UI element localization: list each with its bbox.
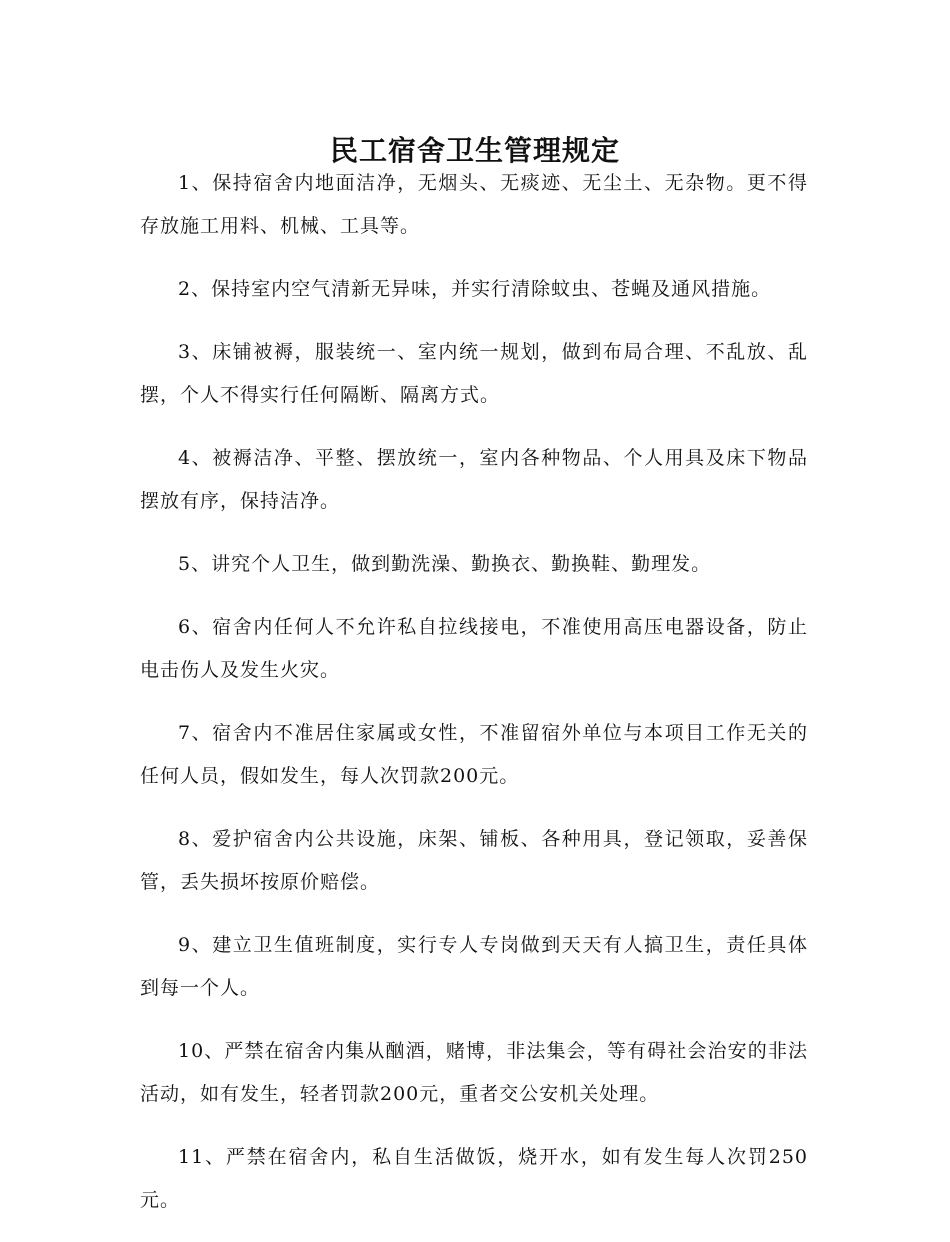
regulation-item-4: 4、被褥洁净、平整、摆放统一，室内各种物品、个人用具及床下物品摆放有序，保持洁净。 [140, 447, 808, 512]
regulation-item-2: 2、保持室内空气清新无异味，并实行清除蚊虫、苍蝇及通风措施。 [178, 278, 772, 300]
regulation-item-7: 7、宿舍内不准居住家属或女性，不准留宿外单位与本项目工作无关的任何人员，假如发生，每人次罚款200元。 [140, 722, 808, 787]
regulation-item-9: 9、建立卫生值班制度，实行专人专岗做到天天有人搞卫生，责任具体到每一个人。 [140, 934, 808, 999]
regulation-item-8: 8、爱护宿舍内公共设施，床架、铺板、各种用具，登记领取，妥善保管，丢失损坏按原价赔偿。 [140, 828, 808, 893]
regulation-item-11: 11、严禁在宿舍内，私自生活做饭，烧开水，如有发生每人次罚250元。 [140, 1146, 808, 1211]
regulation-item-3: 3、床铺被褥，服装统一、室内统一规划，做到布局合理、不乱放、乱摆，个人不得实行任何隔断、隔离方式。 [140, 341, 808, 406]
regulation-item-5: 5、讲究个人卫生，做到勤洗澡、勤换衣、勤换鞋、勤理发。 [178, 553, 712, 575]
regulation-item-6: 6、宿舍内任何人不允许私自拉线接电，不准使用高压电器设备，防止电击伤人及发生火灾。 [140, 616, 808, 681]
regulation-item-10: 10、严禁在宿舍内集从酗酒，赌博，非法集会，等有碍社会治安的非法活动，如有发生，轻者罚款200元，重者交公安机关处理。 [140, 1040, 808, 1105]
regulation-item-1: 1、保持宿舍内地面洁净，无烟头、无痰迹、无尘土、无杂物。更不得存放施工用料、机械、工具等。 [140, 172, 808, 237]
document-body [140, 162, 808, 1242]
document-title: 民工宿舍卫生管理规定 [329, 133, 620, 167]
